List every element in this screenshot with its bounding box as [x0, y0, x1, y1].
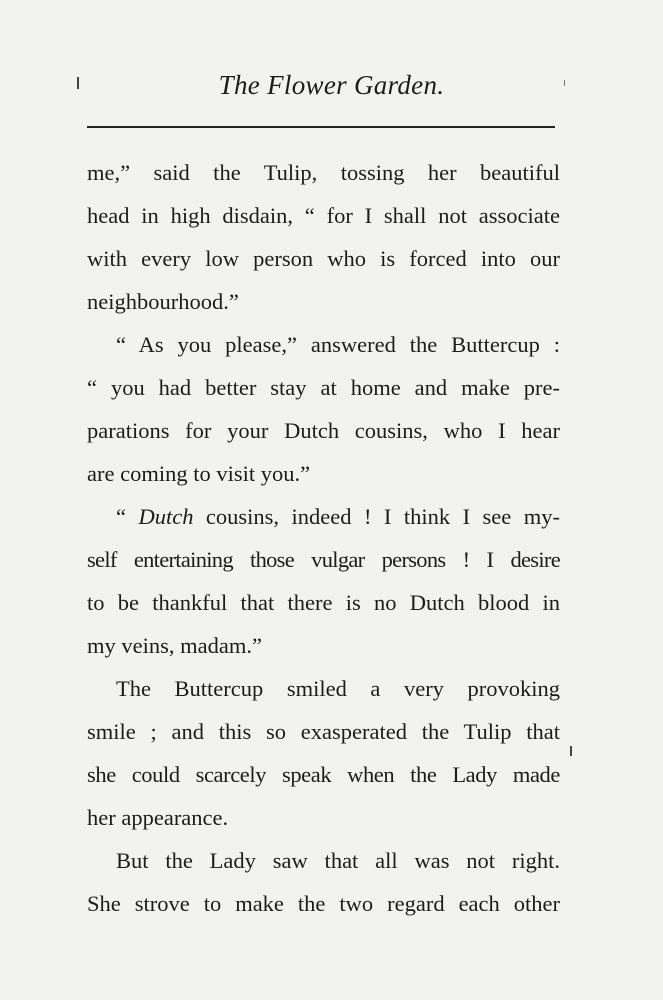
text-line: she could scarcely speak when the Lady made — [87, 762, 560, 787]
text-line: She strove to make the two regard each other — [87, 891, 560, 916]
text-line: But the Lady saw that all was not right. — [116, 848, 560, 873]
text-line: parations for your Dutch cousins, who I hear — [87, 418, 560, 443]
margin-mark — [77, 77, 79, 89]
margin-mark — [570, 746, 572, 756]
italic-word: Dutch — [138, 504, 194, 529]
text-line: self entertaining those vulgar persons ! I desire — [87, 547, 560, 572]
text-line: The Buttercup smiled a very provoking — [116, 676, 560, 701]
text-line — [116, 502, 560, 532]
quote-mark: “ — [116, 504, 139, 529]
text-line: smile ; and this so exasperated the Tulip that — [87, 719, 560, 744]
text-line: her appearance. — [87, 805, 229, 830]
margin-mark — [564, 80, 565, 86]
text-line: my veins, madam.” — [87, 633, 262, 658]
text-line: to be thankful that there is no Dutch blood in — [87, 590, 560, 615]
text-line: with every low person who is forced into our — [87, 246, 560, 271]
text-line: “ you had better stay at home and make pre- — [87, 375, 560, 400]
text-line: “ As you please,” answered the Buttercup : — [116, 332, 560, 357]
text-line: neighbourhood.” — [87, 289, 239, 314]
running-title: The Flower Garden. — [218, 70, 445, 100]
header-rule — [87, 126, 555, 128]
text-line: head in high disdain, “ for I shall not associate — [87, 203, 560, 228]
text-fragment: cousins, indeed ! I think I see my- — [205, 504, 560, 529]
text-line: are coming to visit you.” — [87, 461, 311, 486]
text-line: me,” said the Tulip, tossing her beautiful — [87, 160, 560, 185]
